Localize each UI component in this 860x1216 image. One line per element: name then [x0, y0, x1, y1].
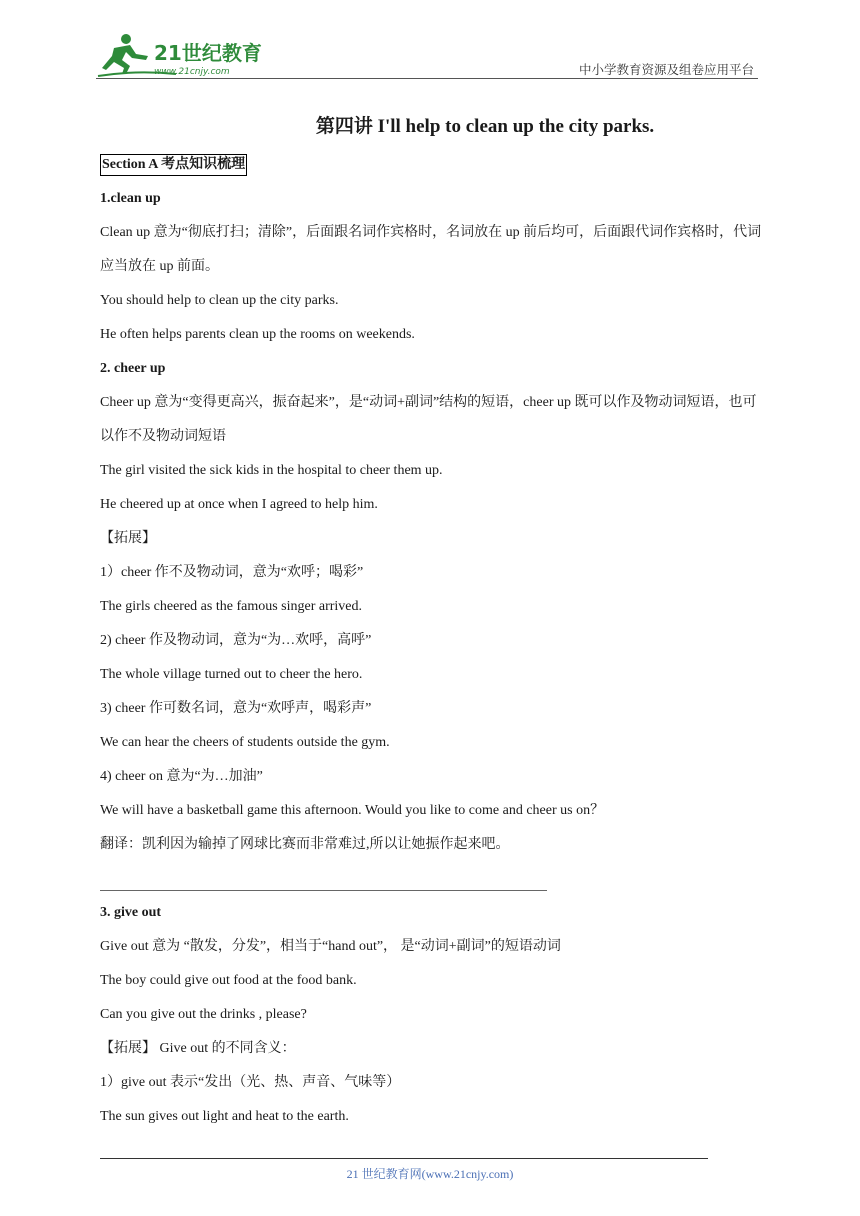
extension-label: 【拓展】 Give out 的不同含义：: [100, 1041, 296, 1056]
svg-text:www.21cnjy.com: www.21cnjy.com: [154, 67, 230, 77]
footer-divider: [100, 1158, 708, 1159]
page-header: [96, 30, 758, 82]
example-sentence: The sun gives out light and heat to the earth.: [100, 1109, 349, 1124]
translation-prompt: 翻译：凯利因为输掉了网球比赛而非常难过,所以让她振作起来吧。: [100, 837, 510, 852]
usage-note: 1）cheer 作不及物动词，意为“欢呼；喝彩”: [100, 565, 364, 580]
heading-cheer-up: 2. cheer up: [100, 361, 166, 376]
extension-label: 【拓展】: [100, 531, 156, 546]
paragraph: Cheer up 意为“变得更高兴，振奋起来”，是“动词+副词”结构的短语，cheer up 既可以作及物动词短语，也可以作不及物动词短语: [100, 395, 757, 444]
svg-text:21世纪教育: 21世纪教育: [154, 41, 262, 65]
document-body: [100, 148, 770, 1134]
paragraph: Clean up 意为“彻底打扫；清除”，后面跟名词作宾格时，名词放在 up 前后均可，后面跟代词作宾格时，代词应当放在 up 前面。: [100, 225, 762, 274]
heading-clean-up: 1.clean up: [100, 191, 161, 206]
usage-note: 1）give out 表示“发出（光、热、声音、气味等）: [100, 1075, 401, 1090]
example-sentence: The boy could give out food at the food bank.: [100, 973, 357, 988]
heading-give-out: 3. give out: [100, 905, 162, 920]
example-sentence: He cheered up at once when I agreed to help him.: [100, 497, 378, 512]
section-label: Section A 考点知识梳理: [100, 154, 247, 176]
page-title: 第四讲 I'll help to clean up the city parks.: [315, 116, 655, 137]
logo-21cnjy: [96, 30, 266, 78]
usage-note: 4) cheer on 意为“为…加油”: [100, 769, 263, 784]
example-sentence: Can you give out the drinks , please?: [100, 1007, 307, 1022]
usage-note: 2) cheer 作及物动词，意为“为…欢呼，高呼”: [100, 633, 372, 648]
example-sentence: You should help to clean up the city parks.: [100, 293, 339, 308]
answer-blank: [100, 862, 770, 896]
example-sentence: The whole village turned out to cheer the hero.: [100, 667, 363, 682]
header-divider: [96, 78, 758, 79]
example-sentence: The girl visited the sick kids in the hospital to cheer them up.: [100, 463, 443, 478]
example-sentence: We can hear the cheers of students outside the gym.: [100, 735, 390, 750]
usage-note: 3) cheer 作可数名词，意为“欢呼声，喝彩声”: [100, 701, 372, 716]
footer-text: 21 世纪教育网(www.21cnjy.com): [346, 1167, 514, 1181]
example-sentence: The girls cheered as the famous singer arrived.: [100, 599, 363, 614]
paragraph: Give out 意为 “散发，分发”，相当于“hand out”， 是“动词+副词”的短语动词: [100, 939, 561, 954]
example-sentence: He often helps parents clean up the rooms on weekends.: [100, 327, 415, 342]
header-platform-text: 中小学教育资源及组卷应用平台: [578, 63, 754, 77]
example-sentence: We will have a basketball game this afternoon. Would you like to come and cheer us on？: [100, 803, 605, 818]
